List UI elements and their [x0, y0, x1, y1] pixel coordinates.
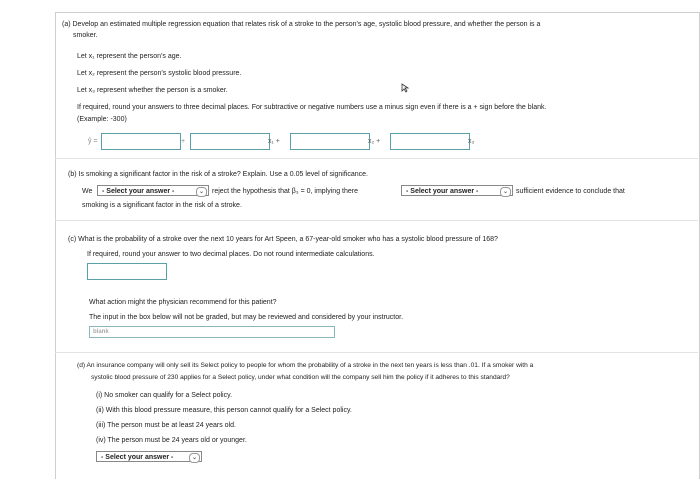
condition-select[interactable] [96, 451, 202, 462]
blank-placeholder: blank [93, 329, 109, 335]
chevron-down-icon: ⌄ [196, 187, 207, 197]
part-a-prompt-line2: smoker. [73, 32, 98, 39]
evidence-select[interactable] [401, 185, 513, 196]
plus-sign: + [181, 138, 186, 145]
chevron-down-icon: ⌄ [189, 453, 200, 463]
probability-input[interactable] [87, 263, 167, 280]
chevron-down-icon: ⌄ [500, 187, 511, 197]
x3-term-label: x₃ [468, 138, 475, 145]
reject-select[interactable] [97, 185, 209, 196]
mouse-cursor-icon [401, 83, 409, 93]
divider [55, 352, 698, 353]
part-b-prompt: (b) Is smoking a significant factor in the risk of a stroke? Explain. Use a 0.05 level of significance. [68, 171, 368, 178]
x1-term-label: x₁ + [268, 138, 280, 145]
ungraded-note: The input in the box below will not be graded, but may be reviewed and considered by your instructor. [89, 314, 404, 321]
divider [55, 158, 698, 159]
condition-select-value: - Select your answer - [101, 454, 174, 461]
rounding-instruction-a: If required, round your answers to three decimal places. For subtractive or negative numbers use a minus sign even if there is a + sign before the blank. [77, 104, 547, 111]
let-x3-text: Let x₃ represent whether the person is a smoker. [77, 87, 228, 94]
option-iv: (iv) The person must be 24 years old or younger. [96, 437, 247, 444]
part-b-line2: smoking is a significant factor in the risk of a stroke. [82, 202, 242, 209]
part-d-prompt-line1: (d) An insurance company will only sell its Select policy to people for whom the probability of a stroke in the next ten years is less than .01. If a smoker with a [77, 362, 534, 369]
we-text: We [82, 188, 93, 195]
part-d-prompt-line2: systolic blood pressure of 230 applies for a Select policy, under what condition will the company sell him the policy if it adheres to this standard? [91, 374, 510, 381]
option-ii: (ii) With this blood pressure measure, this person cannot qualify for a Select policy. [96, 407, 352, 414]
option-i: (i) No smoker can qualify for a Select policy. [96, 392, 233, 399]
let-x1-text: Let x₁ represent the person's age. [77, 53, 182, 60]
x2-term-label: x₂ + [368, 138, 381, 145]
let-x2-text: Let x₂ represent the person's systolic blood pressure. [77, 70, 242, 77]
intercept-input[interactable] [101, 133, 181, 150]
divider [55, 220, 698, 221]
reject-select-value: - Select your answer - [102, 188, 175, 195]
part-a-prompt-line1: (a) Develop an estimated multiple regression equation that relates risk of a stroke to the person's age, systolic blood pressure, and whether the person is a [62, 21, 541, 28]
x3-coefficient-input[interactable] [390, 133, 470, 150]
option-iii: (iii) The person must be at least 24 years old. [96, 422, 236, 429]
x1-coefficient-input[interactable] [190, 133, 270, 150]
conclusion-text: sufficient evidence to conclude that [516, 188, 625, 195]
physician-question: What action might the physician recommend for this patient? [89, 299, 277, 306]
yhat-label: ŷ = [88, 138, 98, 145]
rounding-instruction-c: If required, round your answer to two decimal places. Do not round intermediate calculations. [87, 251, 375, 258]
physician-recommendation-textarea[interactable] [89, 326, 335, 338]
example-text: (Example: -300) [77, 116, 127, 123]
hypothesis-text: reject the hypothesis that β₃ = 0, implying there [212, 188, 358, 195]
evidence-select-value: - Select your answer - [406, 188, 479, 195]
x2-coefficient-input[interactable] [290, 133, 370, 150]
part-c-prompt: (c) What is the probability of a stroke over the next 10 years for Art Speen, a 67-year-old smoker who has a systolic blood pressure of 168? [68, 236, 498, 243]
